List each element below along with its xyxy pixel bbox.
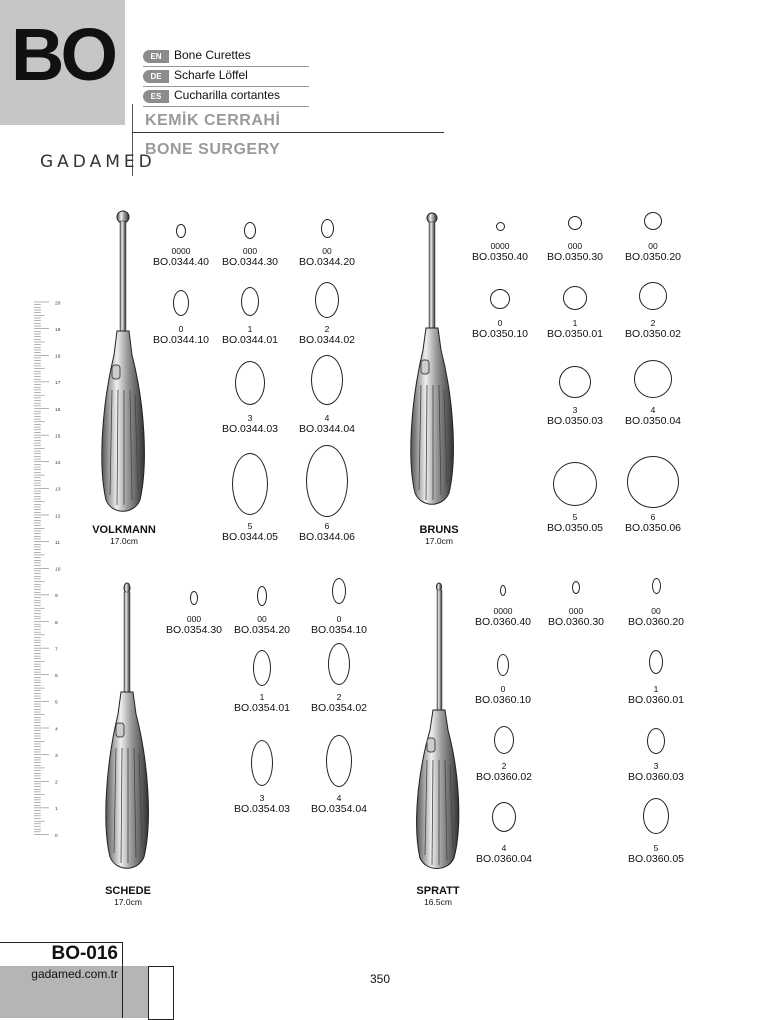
curette-cup-outline: [241, 287, 259, 316]
instrument-length: 17.0cm: [114, 897, 142, 907]
instrument-name: SCHEDE: [105, 885, 151, 897]
curette-cup-outline: [315, 282, 339, 318]
product-code: BO.0344.05: [221, 531, 279, 543]
product-code: BO.0350.03: [546, 415, 604, 427]
footer-tab-box: [148, 966, 174, 1020]
curette-cup-outline: [253, 650, 271, 686]
instrument-volkmann: [82, 524, 166, 546]
size-item: [143, 246, 219, 268]
website-url[interactable]: gadamed.com.tr: [31, 967, 118, 981]
size-item: [212, 413, 288, 435]
product-code: BO.0360.04: [475, 853, 533, 865]
product-code: BO.0344.20: [298, 256, 356, 268]
ruler-label: 11: [55, 540, 61, 546]
product-code: BO.0344.40: [152, 256, 210, 268]
size-label: 00: [651, 606, 661, 616]
size-label: 2: [501, 761, 507, 771]
product-code: BO.0344.04: [298, 423, 356, 435]
size-item: [537, 405, 613, 427]
ruler-label: 0: [55, 833, 58, 839]
size-item: [537, 318, 613, 340]
size-label: 2: [336, 692, 342, 702]
size-item: [618, 761, 694, 783]
instrument-spratt: [396, 885, 480, 907]
ruler-label: 20: [55, 301, 61, 307]
instrument-name: BRUNS: [419, 524, 459, 536]
size-label: 4: [336, 793, 342, 803]
curette-cup-outline: [497, 654, 509, 676]
spratt-curette-image: [405, 580, 465, 875]
size-label: 000: [567, 241, 583, 251]
product-code: BO.0360.03: [627, 771, 685, 783]
curette-cup-outline: [627, 456, 679, 508]
size-label: 6: [650, 512, 656, 522]
size-item: [224, 614, 300, 636]
size-item: [462, 318, 538, 340]
size-label: 2: [650, 318, 656, 328]
size-item: [466, 761, 542, 783]
curette-cup-outline: [232, 453, 268, 515]
language-tag: ES: [143, 90, 169, 103]
size-item: [212, 521, 288, 543]
footer-column-divider: [122, 942, 149, 1018]
size-label: 4: [324, 413, 330, 423]
size-item: [289, 246, 365, 268]
size-label: 2: [324, 324, 330, 334]
product-code: BO.0360.05: [627, 853, 685, 865]
size-item: [618, 684, 694, 706]
size-label: 4: [650, 405, 656, 415]
ruler-label: 17: [55, 381, 61, 387]
product-code: BO.0350.06: [624, 522, 682, 534]
instrument-length: 17.0cm: [110, 536, 138, 546]
curette-cup-outline: [251, 740, 273, 786]
ruler-label: 2: [55, 780, 58, 786]
curette-cup-outline: [492, 802, 516, 832]
language-tag: DE: [143, 70, 169, 83]
product-code: BO.0354.03: [233, 803, 291, 815]
size-item: [212, 324, 288, 346]
bruns-curette-image: [400, 210, 460, 510]
curette-cup-outline: [652, 578, 661, 594]
size-label: 0000: [171, 246, 191, 256]
curette-cup-outline: [572, 581, 580, 594]
curette-cup-outline: [639, 282, 667, 310]
size-item: [615, 512, 691, 534]
size-label: 000: [186, 614, 202, 624]
size-item: [465, 606, 541, 628]
size-label: 5: [247, 521, 253, 531]
curette-cup-outline: [328, 643, 350, 685]
size-item: [156, 614, 232, 636]
ruler-label: 12: [55, 514, 61, 520]
product-code: BO.0350.02: [624, 328, 682, 340]
size-item: [466, 843, 542, 865]
language-row-de: [143, 66, 309, 87]
curette-cup-outline: [332, 578, 346, 604]
ruler-label: 9: [55, 594, 58, 600]
size-label: 00: [257, 614, 267, 624]
product-code: BO.0360.01: [627, 694, 685, 706]
product-code: BO.0354.02: [310, 702, 368, 714]
product-code: BO.0350.30: [546, 251, 604, 263]
curette-cup-outline: [494, 726, 514, 754]
curette-cup-outline: [235, 361, 265, 405]
ruler-label: 16: [55, 407, 61, 413]
product-code: BO.0360.10: [474, 694, 532, 706]
curette-cup-outline: [321, 219, 334, 238]
product-code: BO.0354.20: [233, 624, 291, 636]
product-code: BO.0344.30: [221, 256, 279, 268]
page-code: BO-016: [51, 943, 118, 964]
curette-cup-outline: [559, 366, 591, 398]
product-code: BO.0354.04: [310, 803, 368, 815]
language-row-es: [143, 86, 309, 107]
ruler-label: 7: [55, 647, 58, 653]
size-item: [462, 241, 538, 263]
curette-cup-outline: [257, 586, 267, 606]
instrument-schede: [86, 885, 170, 907]
product-code: BO.0344.01: [221, 334, 279, 346]
size-item: [301, 692, 377, 714]
curette-cup-outline: [490, 289, 510, 309]
product-code: BO.0354.30: [165, 624, 223, 636]
curette-cup-outline: [643, 798, 669, 834]
instrument-name: VOLKMANN: [92, 524, 156, 536]
curette-cup-outline: [649, 650, 663, 674]
ruler-label: 15: [55, 434, 61, 440]
size-item: [212, 246, 288, 268]
size-item: [618, 606, 694, 628]
curette-cup-outline: [553, 462, 597, 506]
brand-logo: [40, 152, 156, 172]
language-tag: EN: [143, 50, 169, 63]
brand-logo-text: GADAMED: [40, 152, 156, 172]
size-item: [538, 606, 614, 628]
ruler-label: 19: [55, 327, 61, 333]
size-label: 0: [178, 324, 184, 334]
curette-cup-outline: [190, 591, 198, 605]
ruler-label: 13: [55, 487, 61, 493]
category-title-tr: KEMİK CERRAHİ: [145, 112, 281, 129]
size-label: 1: [653, 684, 659, 694]
measurement-ruler: [34, 213, 64, 925]
size-label: 3: [247, 413, 253, 423]
size-item: [615, 318, 691, 340]
page-number: 350: [370, 972, 391, 986]
product-code: BO.0360.40: [474, 616, 532, 628]
product-code: BO.0350.20: [624, 251, 682, 263]
size-label: 0000: [493, 606, 513, 616]
size-item: [289, 324, 365, 346]
curette-cup-outline: [563, 286, 587, 310]
product-code: BO.0360.20: [627, 616, 685, 628]
curette-cup-outline: [311, 355, 343, 405]
ruler-label: 3: [55, 753, 58, 759]
size-label: 1: [572, 318, 578, 328]
size-item: [465, 684, 541, 706]
size-item: [143, 324, 219, 346]
product-code: BO.0354.10: [310, 624, 368, 636]
size-item: [301, 614, 377, 636]
size-item: [224, 793, 300, 815]
size-item: [224, 692, 300, 714]
language-row-en: [143, 46, 309, 67]
ruler-label: 10: [55, 567, 61, 573]
curette-cup-outline: [173, 290, 189, 316]
product-code: BO.0350.10: [471, 328, 529, 340]
section-code: BO: [11, 13, 114, 96]
product-code: BO.0344.03: [221, 423, 279, 435]
curette-cup-outline: [496, 222, 505, 231]
size-label: 0: [497, 318, 503, 328]
instrument-bruns: [397, 524, 481, 546]
curette-cup-outline: [176, 224, 186, 238]
ruler-label: 6: [55, 674, 58, 679]
size-item: [289, 521, 365, 543]
product-code: BO.0344.06: [298, 531, 356, 543]
ruler-label: 14: [55, 461, 61, 466]
schede-curette-image: [95, 580, 155, 875]
size-label: 3: [572, 405, 578, 415]
product-code: BO.0360.30: [547, 616, 605, 628]
size-label: 3: [653, 761, 659, 771]
product-code: BO.0350.04: [624, 415, 682, 427]
curette-cup-outline: [244, 222, 256, 239]
product-code: BO.0360.02: [475, 771, 533, 783]
size-label: 1: [259, 692, 265, 702]
product-code: BO.0344.10: [152, 334, 210, 346]
curette-cup-outline: [306, 445, 348, 517]
instrument-length: 16.5cm: [424, 897, 452, 907]
ruler-label: 1: [55, 807, 58, 813]
category-title-en: BONE SURGERY: [145, 141, 281, 158]
size-label: 00: [322, 246, 332, 256]
instrument-name: SPRATT: [416, 885, 460, 897]
volkmann-curette-image: [90, 205, 150, 525]
language-name: Cucharilla cortantes: [174, 88, 281, 102]
size-label: 000: [242, 246, 258, 256]
product-code: BO.0344.02: [298, 334, 356, 346]
curette-cup-outline: [326, 735, 352, 787]
ruler-label: 5: [55, 700, 58, 706]
size-label: 0000: [490, 241, 510, 251]
header-divider-horizontal: [132, 132, 444, 133]
size-label: 0: [336, 614, 342, 624]
product-code: BO.0354.01: [233, 702, 291, 714]
size-label: 0: [500, 684, 506, 694]
size-label: 3: [259, 793, 265, 803]
ruler-label: 8: [55, 620, 58, 626]
size-label: 5: [572, 512, 578, 522]
curette-cup-outline: [500, 585, 506, 596]
product-code: BO.0350.40: [471, 251, 529, 263]
ruler-label: 18: [55, 354, 61, 360]
product-code: BO.0350.05: [546, 522, 604, 534]
size-item: [615, 241, 691, 263]
curette-cup-outline: [634, 360, 672, 398]
size-item: [615, 405, 691, 427]
curette-cup-outline: [644, 212, 662, 230]
language-name: Bone Curettes: [174, 48, 251, 62]
instrument-length: 17.0cm: [425, 536, 453, 546]
size-label: 6: [324, 521, 330, 531]
size-item: [301, 793, 377, 815]
product-code: BO.0350.01: [546, 328, 604, 340]
size-label: 00: [648, 241, 658, 251]
size-item: [289, 413, 365, 435]
size-label: 1: [247, 324, 253, 334]
size-label: 000: [568, 606, 584, 616]
language-name: Scharfe Löffel: [174, 68, 248, 82]
size-item: [537, 512, 613, 534]
size-item: [618, 843, 694, 865]
size-item: [537, 241, 613, 263]
curette-cup-outline: [647, 728, 665, 754]
curette-cup-outline: [568, 216, 582, 230]
size-label: 4: [501, 843, 507, 853]
size-label: 5: [653, 843, 659, 853]
ruler-label: 4: [55, 727, 58, 733]
